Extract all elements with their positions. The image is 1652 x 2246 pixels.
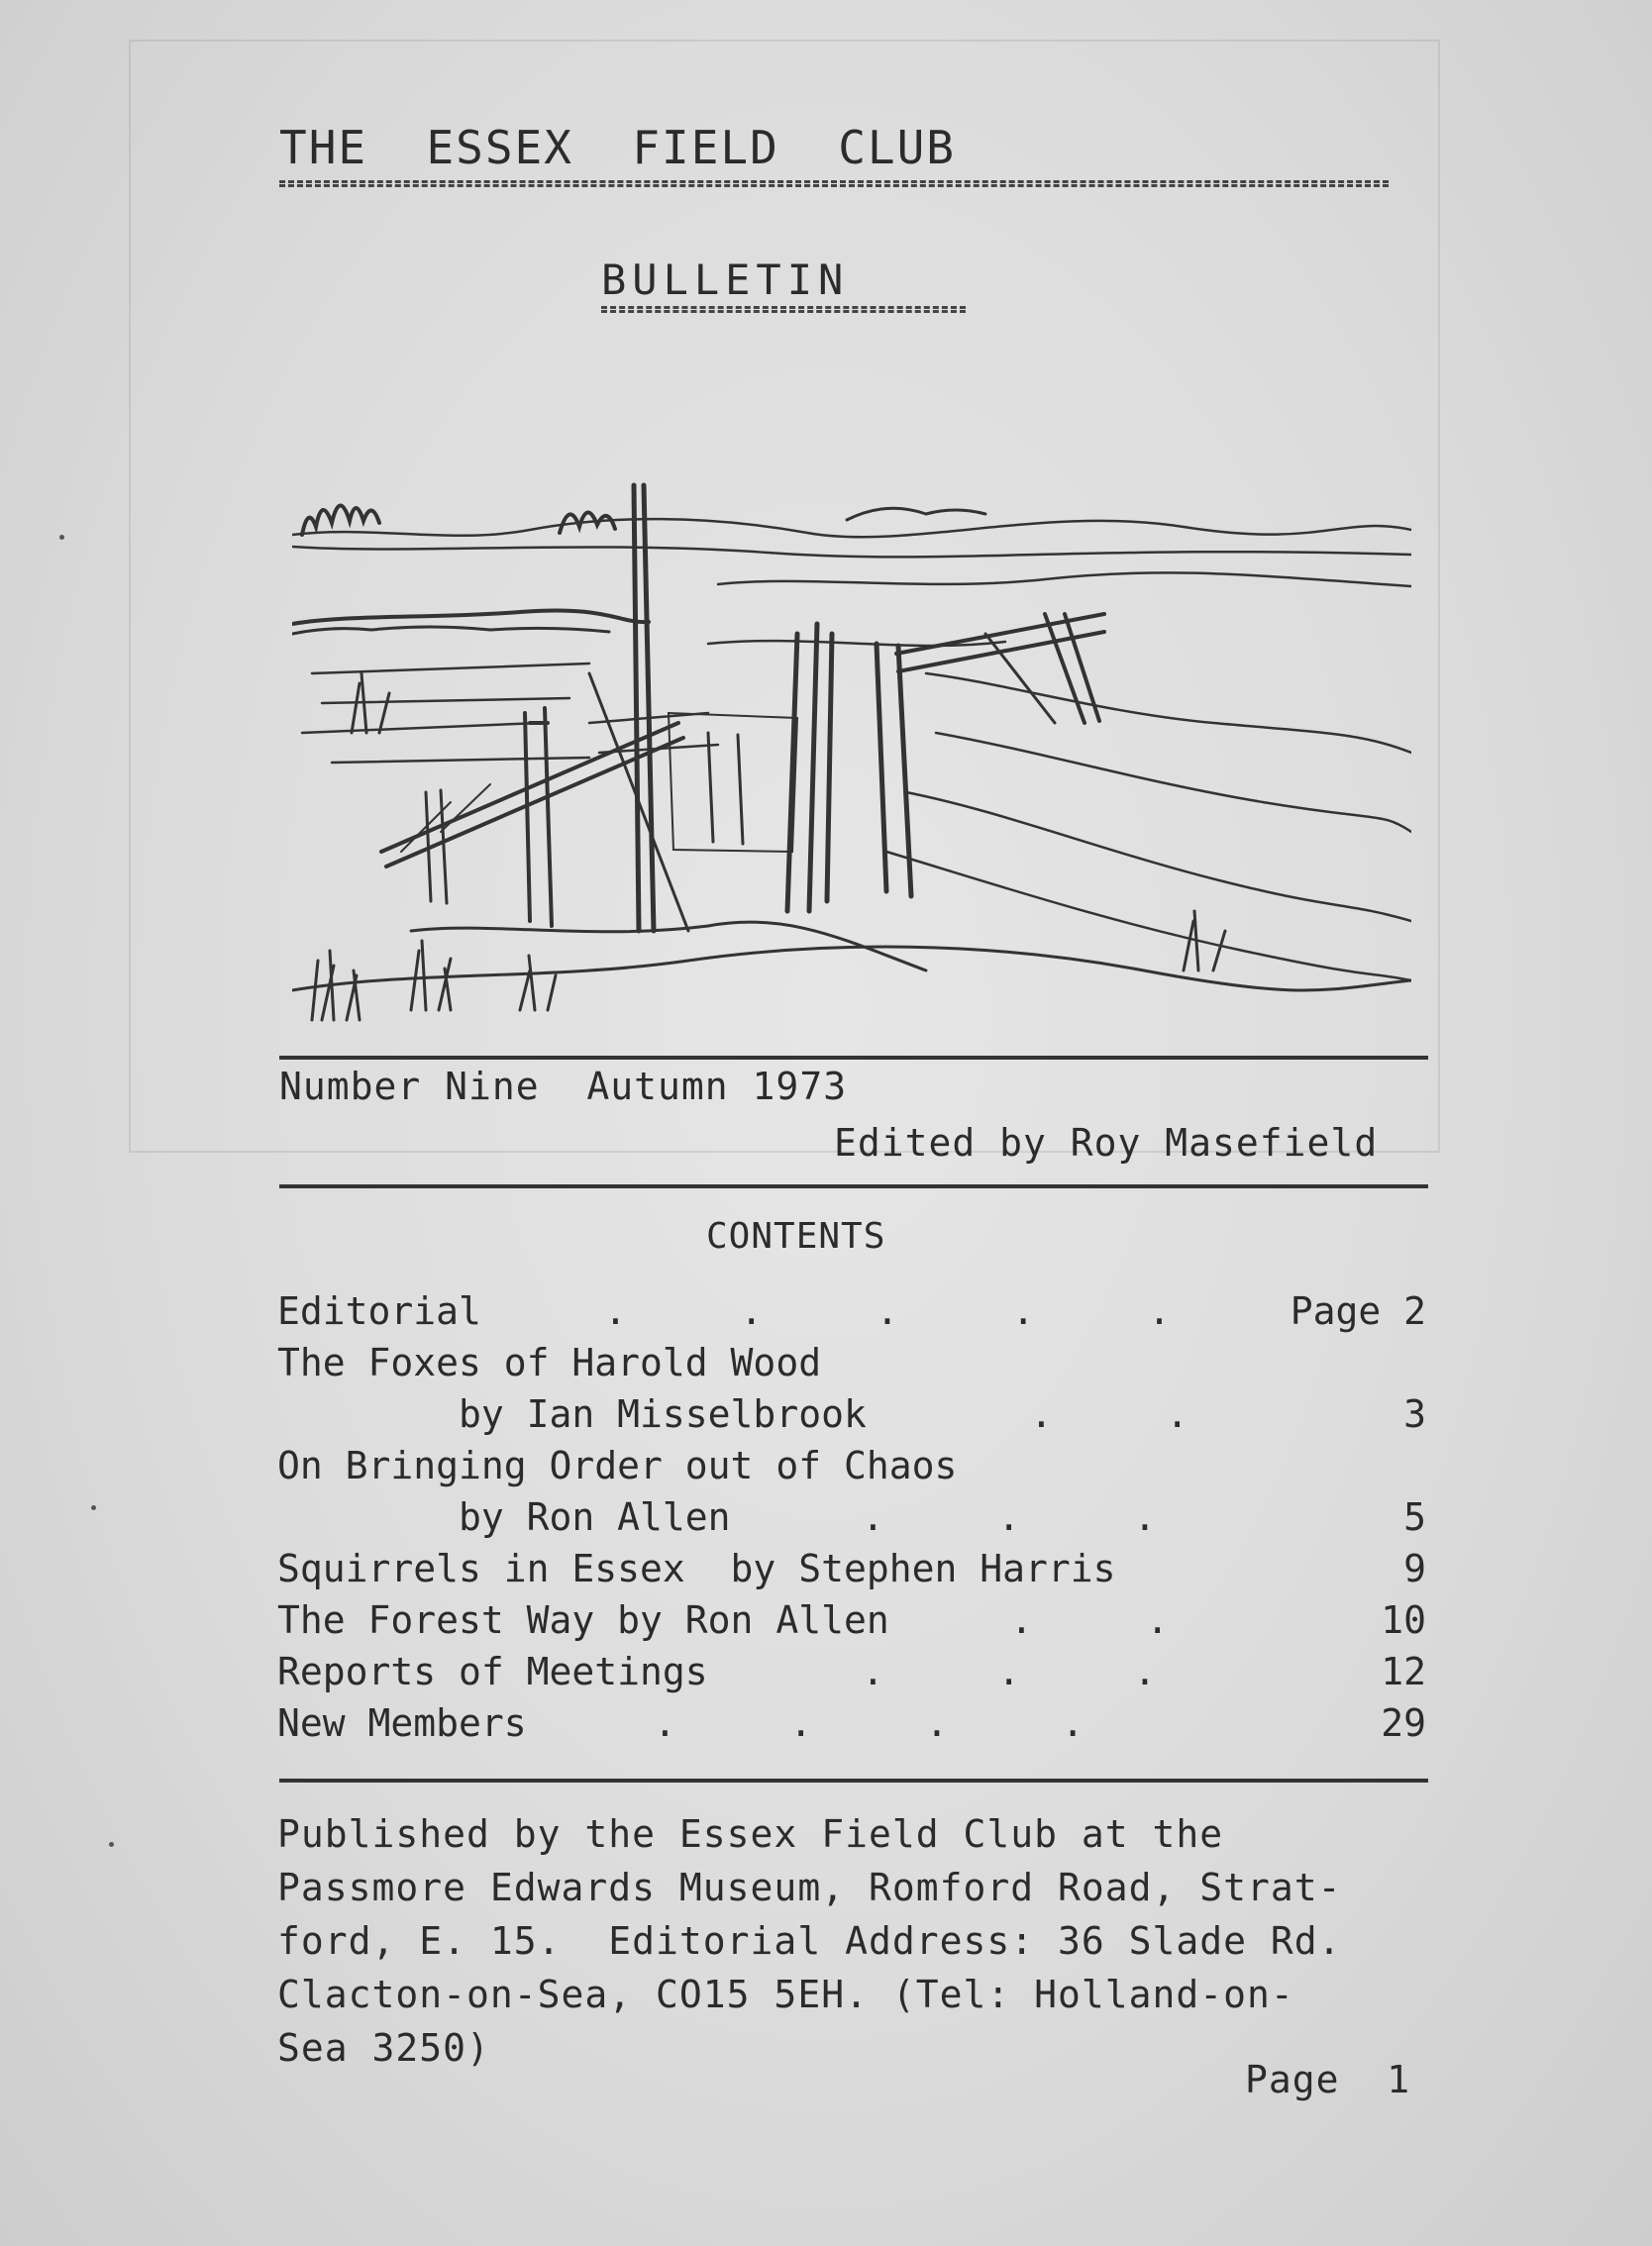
entry-page: 29 [1381, 1701, 1426, 1745]
entry-page: 10 [1381, 1598, 1426, 1642]
entry-page: Page 2 [1290, 1289, 1426, 1333]
divider-above-publisher [279, 1779, 1428, 1783]
entry-leader: . . [1010, 1598, 1170, 1642]
paper-speck [91, 1505, 96, 1510]
contents-entry [277, 1495, 1426, 1545]
marsh-landscape-sketch [292, 475, 1411, 1030]
publisher-line: Clacton-on-Sea, CO15 5EH. (Tel: Holland-on- [277, 1973, 1294, 2016]
entry-leader: . . . . . [604, 1289, 1171, 1333]
entry-page: 12 [1381, 1650, 1426, 1693]
divider-under-sketch [279, 1056, 1428, 1060]
divider-above-contents [279, 1184, 1428, 1188]
subtitle-double-rule [601, 306, 966, 313]
contents-entry [277, 1598, 1426, 1648]
entry-title: On Bringing Order out of Chaos [277, 1444, 958, 1487]
paper-speck [109, 1842, 114, 1847]
contents-entry [277, 1289, 1426, 1339]
issue-number-season: Number Nine Autumn 1973 [279, 1065, 848, 1108]
contents-entry [277, 1650, 1426, 1699]
entry-title: New Members [277, 1701, 527, 1745]
entry-leader: . . . . [654, 1701, 1084, 1745]
publisher-line: Sea 3250) [277, 2026, 490, 2070]
entry-title: Editorial [277, 1289, 481, 1333]
entry-title: by Ian Misselbrook [277, 1392, 867, 1436]
issue-editor: Edited by Roy Masefield [834, 1121, 1379, 1165]
contents-entry [277, 1341, 1426, 1390]
publisher-line: ford, E. 15. Editorial Address: 36 Slade Rd. [277, 1919, 1342, 1963]
entry-title: Reports of Meetings [277, 1650, 708, 1693]
entry-title: by Ron Allen [277, 1495, 731, 1539]
masthead-title: THE ESSEX FIELD CLUB [279, 121, 956, 174]
masthead-subtitle: BULLETIN [601, 255, 850, 304]
contents-entry [277, 1392, 1426, 1442]
publisher-line: Passmore Edwards Museum, Romford Road, Strat- [277, 1866, 1342, 1909]
contents-heading: CONTENTS [706, 1216, 886, 1257]
entry-title: The Foxes of Harold Wood [277, 1341, 822, 1384]
contents-entry [277, 1444, 1426, 1493]
publisher-line: Published by the Essex Field Club at the [277, 1812, 1224, 1856]
page-number: Page 1 [1245, 2058, 1411, 2101]
entry-title: Squirrels in Essex by Stephen Harris [277, 1547, 1116, 1590]
contents-entry [277, 1547, 1426, 1596]
entry-page: 3 [1403, 1392, 1426, 1436]
entry-leader: . . [1030, 1392, 1189, 1436]
entry-leader: . . . [862, 1650, 1157, 1693]
entry-title: The Forest Way by Ron Allen [277, 1598, 889, 1642]
contents-entry [277, 1701, 1426, 1751]
paper-speck [59, 535, 64, 540]
entry-page: 5 [1403, 1495, 1426, 1539]
masthead-double-rule [279, 180, 1389, 187]
entry-leader: . . . [862, 1495, 1157, 1539]
entry-page: 9 [1403, 1547, 1426, 1590]
